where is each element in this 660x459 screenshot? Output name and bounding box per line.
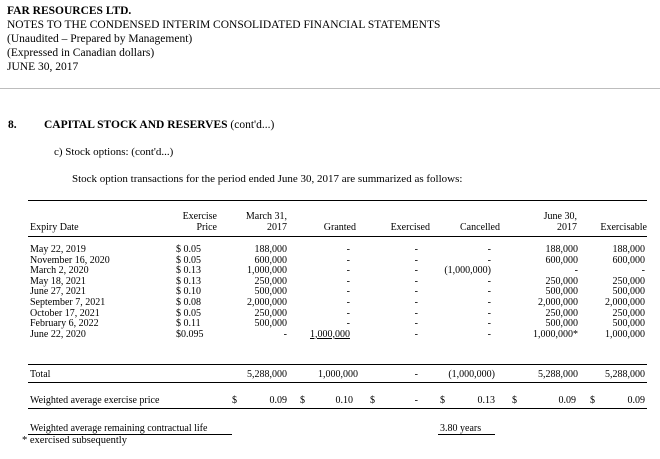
table-row-exercisable: 1,000,000	[605, 328, 645, 340]
table-row-granted: -	[346, 254, 350, 266]
table-row-granted: -	[346, 318, 350, 330]
column-exercise-price	[176, 245, 204, 340]
header-march-2: 2017	[267, 222, 287, 233]
table-row-june: -	[574, 265, 578, 277]
weighted-life-value-rule	[438, 434, 495, 435]
table-row-march: 250,000	[254, 275, 287, 287]
table-row-cancelled: -	[487, 275, 491, 287]
weighted-life-value: 3.80 years	[440, 423, 482, 434]
table-row-price: $ 0.08	[176, 296, 201, 308]
header-june-2: 2017	[557, 222, 577, 233]
table-row-march: 188,000	[254, 244, 287, 255]
table-row-expiry: February 6, 2022	[30, 318, 99, 330]
table-row-expiry: May 22, 2019	[30, 244, 86, 255]
table-row-june: 600,000	[545, 254, 578, 266]
column-exercised	[370, 245, 418, 340]
table-row-granted: -	[346, 265, 350, 277]
table-row-exercisable: 188,000	[612, 244, 645, 255]
table-row-exercisable: 500,000	[612, 318, 645, 330]
header-march-1: March 31,	[245, 211, 287, 222]
column-march	[232, 245, 287, 340]
table-row-granted: -	[346, 307, 350, 319]
table-row-granted: 1,000,000	[310, 328, 350, 340]
table-row-granted: -	[346, 296, 350, 308]
table-row-exercised: -	[414, 244, 418, 255]
table-row-june: 2,000,000	[538, 296, 578, 308]
table-row-exercisable: 2,000,000	[605, 296, 645, 308]
dollar-sign: $	[512, 395, 517, 406]
table-row-cancelled: -	[487, 307, 491, 319]
column-granted	[300, 245, 350, 340]
table-row-expiry: October 17, 2021	[30, 307, 100, 319]
header-expiry-date: Expiry Date	[30, 222, 79, 233]
table-row-expiry: May 18, 2021	[30, 275, 86, 287]
weighted-price-exercised: -	[414, 395, 418, 406]
table-row-march: 500,000	[254, 286, 287, 298]
footnote: * exercised subsequently	[22, 435, 127, 446]
table-row-expiry: March 2, 2020	[30, 265, 89, 277]
weighted-price-march: 0.09	[269, 395, 287, 406]
table-row-price: $ 0.05	[176, 307, 201, 319]
weighted-life-label: Weighted average remaining contractual life	[30, 423, 208, 434]
table-row-june: 250,000	[545, 275, 578, 287]
table-row-granted: -	[346, 244, 350, 255]
company-name: FAR RESOURCES LTD.	[7, 5, 132, 17]
total-granted: 1,000,000	[318, 369, 358, 380]
table-row-price: $ 0.05	[176, 244, 201, 255]
total-exercisable: 5,288,000	[605, 369, 645, 380]
table-row-june: 500,000	[545, 318, 578, 330]
total-cancelled: (1,000,000)	[448, 369, 495, 380]
table-intro: Stock option transactions for the period ended June 30, 2017 are summarized as follows:	[72, 173, 463, 185]
statement-title: NOTES TO THE CONDENSED INTERIM CONSOLIDATED FINANCIAL STATEMENTS	[7, 19, 441, 31]
table-row-exercisable: 500,000	[612, 286, 645, 298]
table-row-price: $ 0.10	[176, 286, 201, 298]
section-number: 8.	[8, 119, 17, 131]
table-row-june: 500,000	[545, 286, 578, 298]
weighted-price-label: Weighted average exercise price	[30, 395, 160, 406]
header-exercised: Exercised	[390, 222, 430, 233]
table-row-expiry: November 16, 2020	[30, 254, 110, 266]
table-row-march: -	[283, 328, 287, 340]
table-row-cancelled: (1,000,000)	[444, 265, 491, 277]
table-row-expiry: June 27, 2021	[30, 286, 86, 298]
column-june	[512, 245, 578, 340]
table-row-price: $ 0.13	[176, 275, 201, 287]
table-row-exercised: -	[414, 307, 418, 319]
table-row-price: $ 0.13	[176, 265, 201, 277]
table-row-exercised: -	[414, 275, 418, 287]
subsection-title: c) Stock options: (cont'd...)	[54, 146, 174, 158]
header-bottom-rule	[28, 236, 647, 237]
weighted-price-cancelled: 0.13	[477, 395, 495, 406]
total-label: Total	[30, 369, 51, 380]
table-row-cancelled: -	[487, 244, 491, 255]
total-exercised: -	[414, 369, 418, 380]
table-row-granted: -	[346, 275, 350, 287]
header-cancelled: Cancelled	[460, 222, 500, 233]
table-row-exercised: -	[414, 254, 418, 266]
unaudited-note: (Unaudited – Prepared by Management)	[7, 33, 193, 45]
dollar-sign: $	[300, 395, 305, 406]
table-row-march: 600,000	[254, 254, 287, 266]
dollar-sign: $	[590, 395, 595, 406]
total-march: 5,288,000	[247, 369, 287, 380]
weighted-price-granted: 0.10	[335, 395, 353, 406]
table-row-exercised: -	[414, 328, 418, 340]
table-row-expiry: September 7, 2021	[30, 296, 106, 308]
table-row-cancelled: -	[487, 328, 491, 340]
table-row-exercised: -	[414, 296, 418, 308]
table-row-cancelled: -	[487, 296, 491, 308]
total-bottom-rule	[28, 382, 647, 383]
table-row-june: 250,000	[545, 307, 578, 319]
table-row-price: $0.095	[176, 328, 204, 340]
currency-note: (Expressed in Canadian dollars)	[7, 47, 155, 59]
header-exercise-price-1: Exercise	[182, 211, 217, 222]
table-row-exercised: -	[414, 286, 418, 298]
table-row-march: 1,000,000	[247, 265, 287, 277]
table-row-exercisable: -	[641, 265, 645, 277]
statement-date: JUNE 30, 2017	[7, 61, 79, 73]
table-row-cancelled: -	[487, 254, 491, 266]
table-row-exercised: -	[414, 318, 418, 330]
section-title-bold: CAPITAL STOCK AND RESERVES	[44, 119, 228, 131]
column-exercisable	[585, 245, 645, 340]
table-row-june: 188,000	[545, 244, 578, 255]
dollar-sign: $	[440, 395, 445, 406]
dollar-sign: $	[232, 395, 237, 406]
table-row-price: $ 0.05	[176, 254, 201, 266]
column-cancelled	[430, 245, 491, 340]
table-row-price: $ 0.11	[176, 318, 201, 330]
table-row-exercisable: 250,000	[612, 275, 645, 287]
weighted-price-exercisable: 0.09	[627, 395, 645, 406]
header-exercisable: Exercisable	[600, 222, 647, 233]
table-row-june: 1,000,000*	[533, 328, 578, 340]
column-expiry	[30, 245, 110, 340]
table-top-rule	[28, 200, 647, 201]
table-row-march: 2,000,000	[247, 296, 287, 308]
total-top-rule	[28, 364, 647, 365]
table-row-exercisable: 600,000	[612, 254, 645, 266]
weighted-price-june: 0.09	[558, 395, 576, 406]
header-granted: Granted	[323, 222, 356, 233]
header-june-1: June 30,	[543, 211, 577, 222]
table-row-cancelled: -	[487, 286, 491, 298]
weighted-price-bottom-rule	[28, 408, 647, 409]
table-row-march: 250,000	[254, 307, 287, 319]
total-june: 5,288,000	[538, 369, 578, 380]
table-row-expiry: June 22, 2020	[30, 328, 86, 340]
dollar-sign: $	[370, 395, 375, 406]
table-row-exercised: -	[414, 265, 418, 277]
table-row-exercisable: 250,000	[612, 307, 645, 319]
table-row-cancelled: -	[487, 318, 491, 330]
section-title-rest: (cont'd...)	[227, 119, 275, 131]
header-exercise-price-2: Price	[196, 222, 217, 233]
table-row-granted: -	[346, 286, 350, 298]
table-row-march: 500,000	[254, 318, 287, 330]
